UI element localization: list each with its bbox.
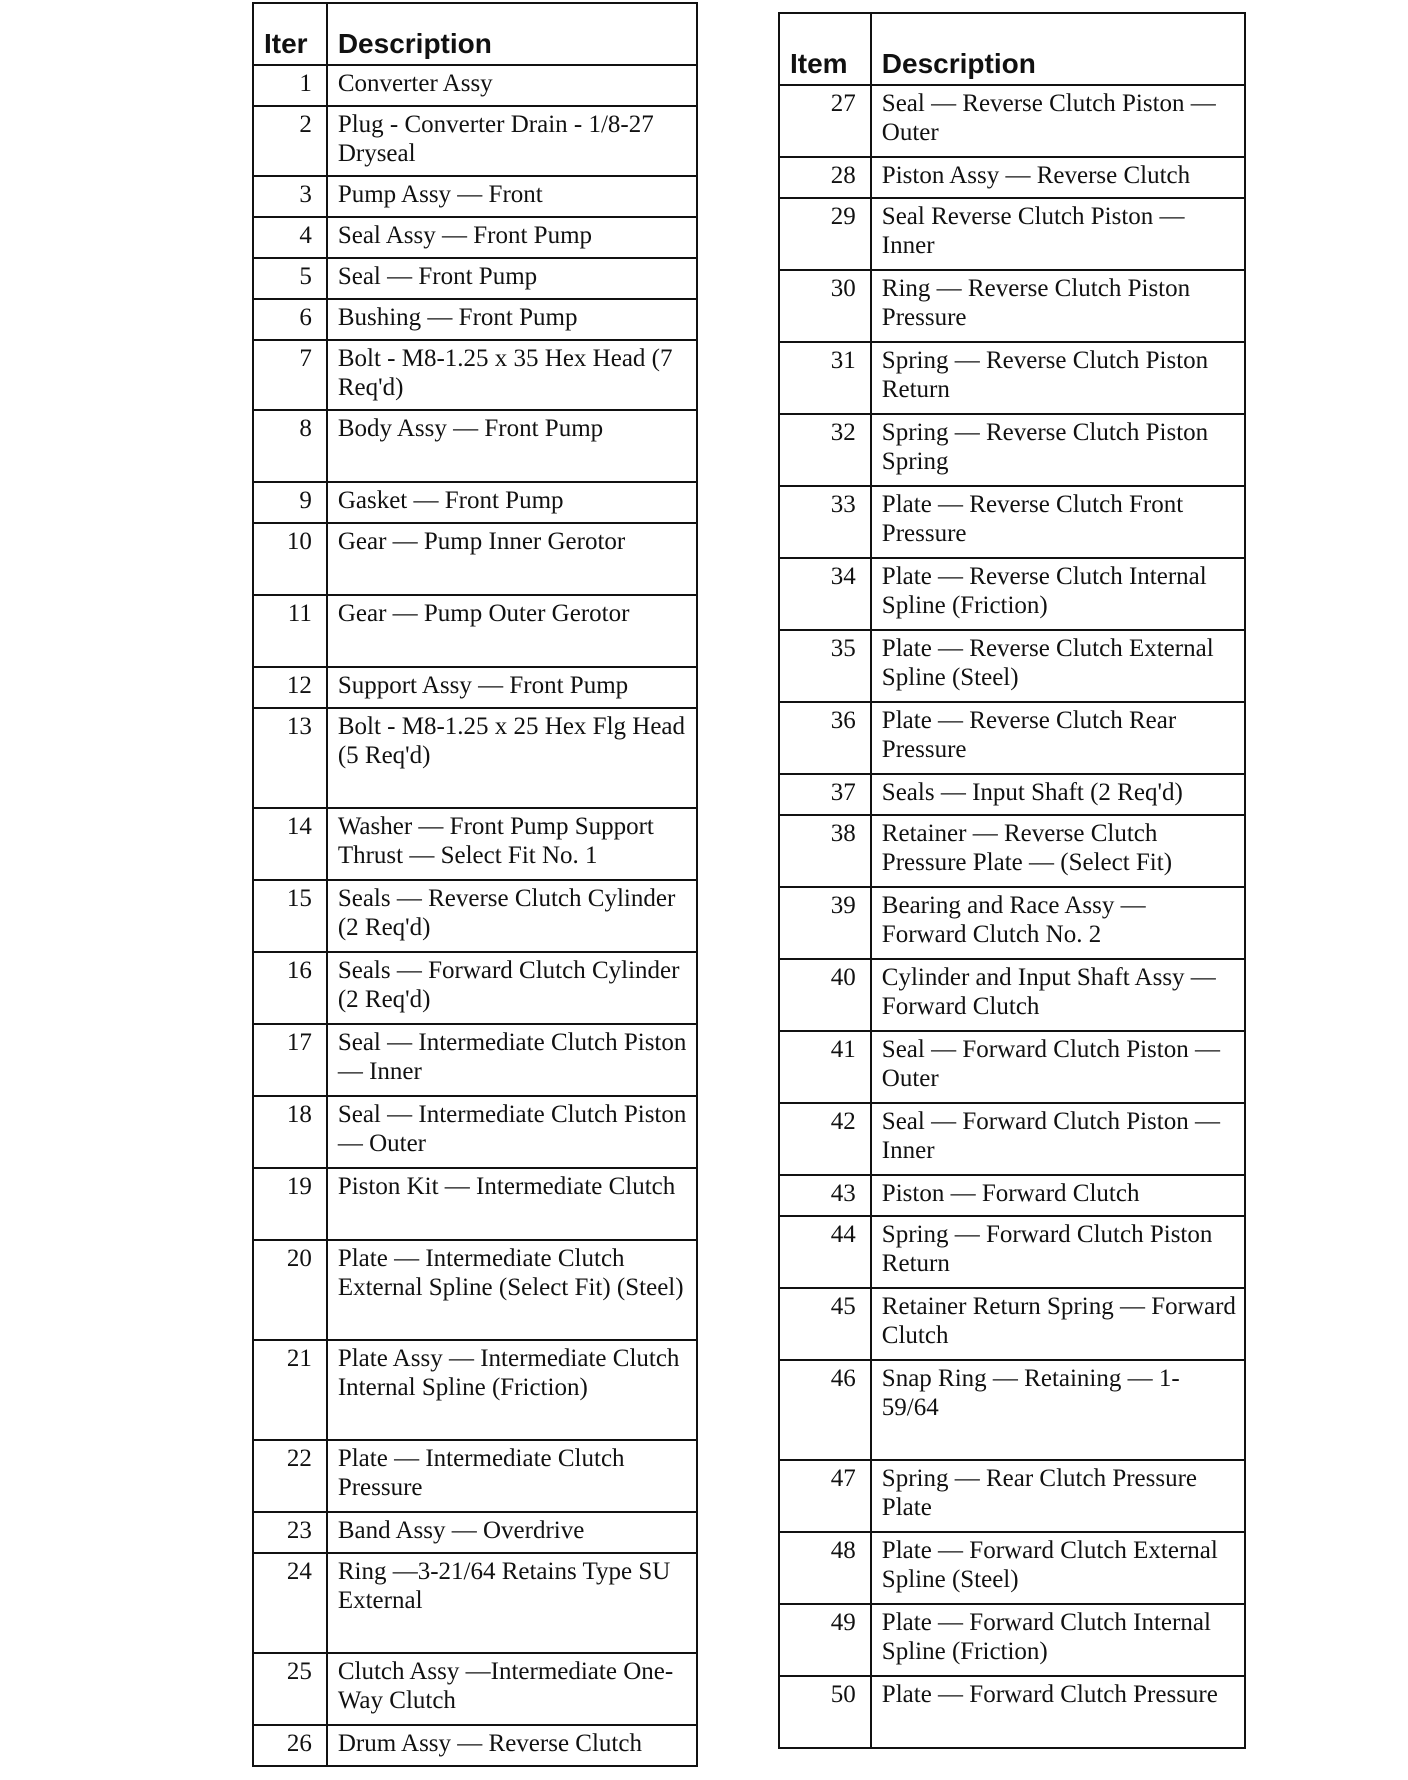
- item-number: 12: [253, 667, 327, 708]
- item-description: Ring — Reverse Clutch Piston Pressure: [871, 270, 1245, 342]
- table-row: [253, 523, 697, 595]
- table-row: [253, 299, 697, 340]
- item-number: 14: [253, 808, 327, 880]
- item-number: 39: [779, 887, 871, 959]
- item-number: 1: [253, 65, 327, 106]
- table-row: [253, 1096, 697, 1168]
- table-row: [779, 85, 1245, 157]
- item-number: 45: [779, 1288, 871, 1360]
- item-description: Cylinder and Input Shaft Assy — Forward Clutch: [871, 959, 1245, 1031]
- table-row: [779, 1103, 1245, 1175]
- item-number: 28: [779, 157, 871, 198]
- item-description: Band Assy — Overdrive: [327, 1512, 697, 1553]
- item-description: Plate — Forward Clutch External Spline (Steel): [871, 1532, 1245, 1604]
- item-number: 4: [253, 217, 327, 258]
- table-row: [253, 667, 697, 708]
- item-number: 11: [253, 595, 327, 667]
- item-description: Plate — Intermediate Clutch External Spline (Select Fit) (Steel): [327, 1240, 697, 1340]
- table-row: [779, 887, 1245, 959]
- table-row: [779, 270, 1245, 342]
- item-description: Seal — Front Pump: [327, 258, 697, 299]
- item-number: 27: [779, 85, 871, 157]
- table-row: [253, 65, 697, 106]
- item-description: Seal — Intermediate Clutch Piston — Inner: [327, 1024, 697, 1096]
- item-description: Seal — Forward Clutch Piston — Inner: [871, 1103, 1245, 1175]
- item-description: Bushing — Front Pump: [327, 299, 697, 340]
- parts-table-right: [778, 12, 1246, 1749]
- item-description: Snap Ring — Retaining — 1-59/64: [871, 1360, 1245, 1460]
- table-row: [253, 708, 697, 808]
- table-row: [253, 217, 697, 258]
- table-row: [253, 1168, 697, 1240]
- description-column-header: Description: [871, 13, 1245, 85]
- item-description: Plate — Reverse Clutch Rear Pressure: [871, 702, 1245, 774]
- table-row: [779, 1360, 1245, 1460]
- item-number: 8: [253, 410, 327, 482]
- item-description: Retainer Return Spring — Forward Clutch: [871, 1288, 1245, 1360]
- item-number: 30: [779, 270, 871, 342]
- item-number: 49: [779, 1604, 871, 1676]
- item-description: Clutch Assy —Intermediate One-Way Clutch: [327, 1653, 697, 1725]
- table-row: [253, 1725, 697, 1766]
- item-description: Plate — Reverse Clutch External Spline (Steel): [871, 630, 1245, 702]
- table-row: [779, 198, 1245, 270]
- item-number: 44: [779, 1216, 871, 1288]
- item-description: Piston — Forward Clutch: [871, 1175, 1245, 1216]
- item-number: 35: [779, 630, 871, 702]
- item-description: Piston Assy — Reverse Clutch: [871, 157, 1245, 198]
- table-row: [779, 1175, 1245, 1216]
- table-row: [253, 410, 697, 482]
- item-number: 13: [253, 708, 327, 808]
- item-description: Retainer — Reverse Clutch Pressure Plate — (Select Fit): [871, 815, 1245, 887]
- item-number: 22: [253, 1440, 327, 1512]
- item-number: 38: [779, 815, 871, 887]
- item-description: Body Assy — Front Pump: [327, 410, 697, 482]
- item-number: 16: [253, 952, 327, 1024]
- item-description: Bolt - M8-1.25 x 35 Hex Head (7 Req'd): [327, 340, 697, 410]
- item-description: Bolt - M8-1.25 x 25 Hex Flg Head (5 Req'd): [327, 708, 697, 808]
- table-row: [253, 176, 697, 217]
- item-number: 26: [253, 1725, 327, 1766]
- table-row: [779, 1460, 1245, 1532]
- item-description: Gear — Pump Outer Gerotor: [327, 595, 697, 667]
- item-description: Plug - Converter Drain - 1/8-27 Dryseal: [327, 106, 697, 176]
- item-number: 32: [779, 414, 871, 486]
- item-number: 7: [253, 340, 327, 410]
- item-number: 41: [779, 1031, 871, 1103]
- item-number: 42: [779, 1103, 871, 1175]
- item-number: 17: [253, 1024, 327, 1096]
- item-description: Piston Kit — Intermediate Clutch: [327, 1168, 697, 1240]
- item-number: 9: [253, 482, 327, 523]
- item-number: 36: [779, 702, 871, 774]
- item-description: Plate — Reverse Clutch Front Pressure: [871, 486, 1245, 558]
- item-number: 19: [253, 1168, 327, 1240]
- item-description: Bearing and Race Assy — Forward Clutch No. 2: [871, 887, 1245, 959]
- item-description: Plate — Intermediate Clutch Pressure: [327, 1440, 697, 1512]
- item-number: 24: [253, 1553, 327, 1653]
- item-description: Plate — Forward Clutch Pressure: [871, 1676, 1245, 1748]
- item-description: Plate — Reverse Clutch Internal Spline (Friction): [871, 558, 1245, 630]
- item-number: 34: [779, 558, 871, 630]
- item-number: 25: [253, 1653, 327, 1725]
- item-number: 37: [779, 774, 871, 815]
- item-description: Seal — Forward Clutch Piston — Outer: [871, 1031, 1245, 1103]
- table-row: [253, 952, 697, 1024]
- item-description: Seal — Intermediate Clutch Piston — Outer: [327, 1096, 697, 1168]
- item-number: 20: [253, 1240, 327, 1340]
- table-row: [253, 880, 697, 952]
- table-row: [779, 1288, 1245, 1360]
- table-row: [779, 486, 1245, 558]
- item-number: 10: [253, 523, 327, 595]
- item-description: Spring — Forward Clutch Piston Return: [871, 1216, 1245, 1288]
- table-header-row: [253, 3, 697, 65]
- item-number: 48: [779, 1532, 871, 1604]
- item-description: Pump Assy — Front: [327, 176, 697, 217]
- table-row: [253, 482, 697, 523]
- item-number: 23: [253, 1512, 327, 1553]
- item-description: Seal — Reverse Clutch Piston — Outer: [871, 85, 1245, 157]
- item-number: 21: [253, 1340, 327, 1440]
- item-description: Seals — Forward Clutch Cylinder (2 Req'd): [327, 952, 697, 1024]
- table-row: [253, 808, 697, 880]
- table-row: [779, 630, 1245, 702]
- item-number: 6: [253, 299, 327, 340]
- table-row: [253, 258, 697, 299]
- item-description: Spring — Reverse Clutch Piston Return: [871, 342, 1245, 414]
- item-number: 33: [779, 486, 871, 558]
- item-description: Ring —3-21/64 Retains Type SU External: [327, 1553, 697, 1653]
- table-row: [779, 414, 1245, 486]
- table-row: [253, 1553, 697, 1653]
- table-row: [779, 815, 1245, 887]
- item-description: Plate Assy — Intermediate Clutch Internal Spline (Friction): [327, 1340, 697, 1440]
- table-row: [253, 340, 697, 410]
- table-row: [779, 1031, 1245, 1103]
- item-description: Spring — Reverse Clutch Piston Spring: [871, 414, 1245, 486]
- table-row: [253, 595, 697, 667]
- table-row: [779, 1532, 1245, 1604]
- table-row: [779, 1216, 1245, 1288]
- table-row: [253, 1340, 697, 1440]
- item-description: Spring — Rear Clutch Pressure Plate: [871, 1460, 1245, 1532]
- item-number: 43: [779, 1175, 871, 1216]
- item-number: 3: [253, 176, 327, 217]
- table-row: [779, 1604, 1245, 1676]
- table-row: [253, 106, 697, 176]
- item-description: Seals — Reverse Clutch Cylinder (2 Req'd): [327, 880, 697, 952]
- item-description: Seal Reverse Clutch Piston — Inner: [871, 198, 1245, 270]
- item-number: 18: [253, 1096, 327, 1168]
- item-number: 50: [779, 1676, 871, 1748]
- parts-table-left: [252, 2, 698, 1767]
- item-description: Seals — Input Shaft (2 Req'd): [871, 774, 1245, 815]
- item-description: Drum Assy — Reverse Clutch: [327, 1725, 697, 1766]
- table-row: [253, 1240, 697, 1340]
- table-row: [253, 1440, 697, 1512]
- table-row: [779, 342, 1245, 414]
- table-row: [779, 558, 1245, 630]
- item-number: 29: [779, 198, 871, 270]
- item-column-header: Iter: [253, 3, 327, 65]
- table-row: [779, 774, 1245, 815]
- table-row: [253, 1653, 697, 1725]
- item-description: Washer — Front Pump Support Thrust — Select Fit No. 1: [327, 808, 697, 880]
- table-row: [779, 1676, 1245, 1748]
- table-header-row: [779, 13, 1245, 85]
- item-description: Seal Assy — Front Pump: [327, 217, 697, 258]
- item-number: 31: [779, 342, 871, 414]
- item-description: Gear — Pump Inner Gerotor: [327, 523, 697, 595]
- table-row: [779, 959, 1245, 1031]
- item-description: Converter Assy: [327, 65, 697, 106]
- item-column-header: Item: [779, 13, 871, 85]
- table-row: [253, 1512, 697, 1553]
- item-number: 15: [253, 880, 327, 952]
- item-number: 40: [779, 959, 871, 1031]
- item-description: Support Assy — Front Pump: [327, 667, 697, 708]
- item-number: 47: [779, 1460, 871, 1532]
- description-column-header: Description: [327, 3, 697, 65]
- item-number: 2: [253, 106, 327, 176]
- item-description: Gasket — Front Pump: [327, 482, 697, 523]
- table-row: [253, 1024, 697, 1096]
- table-row: [779, 702, 1245, 774]
- item-description: Plate — Forward Clutch Internal Spline (Friction): [871, 1604, 1245, 1676]
- item-number: 5: [253, 258, 327, 299]
- item-number: 46: [779, 1360, 871, 1460]
- table-row: [779, 157, 1245, 198]
